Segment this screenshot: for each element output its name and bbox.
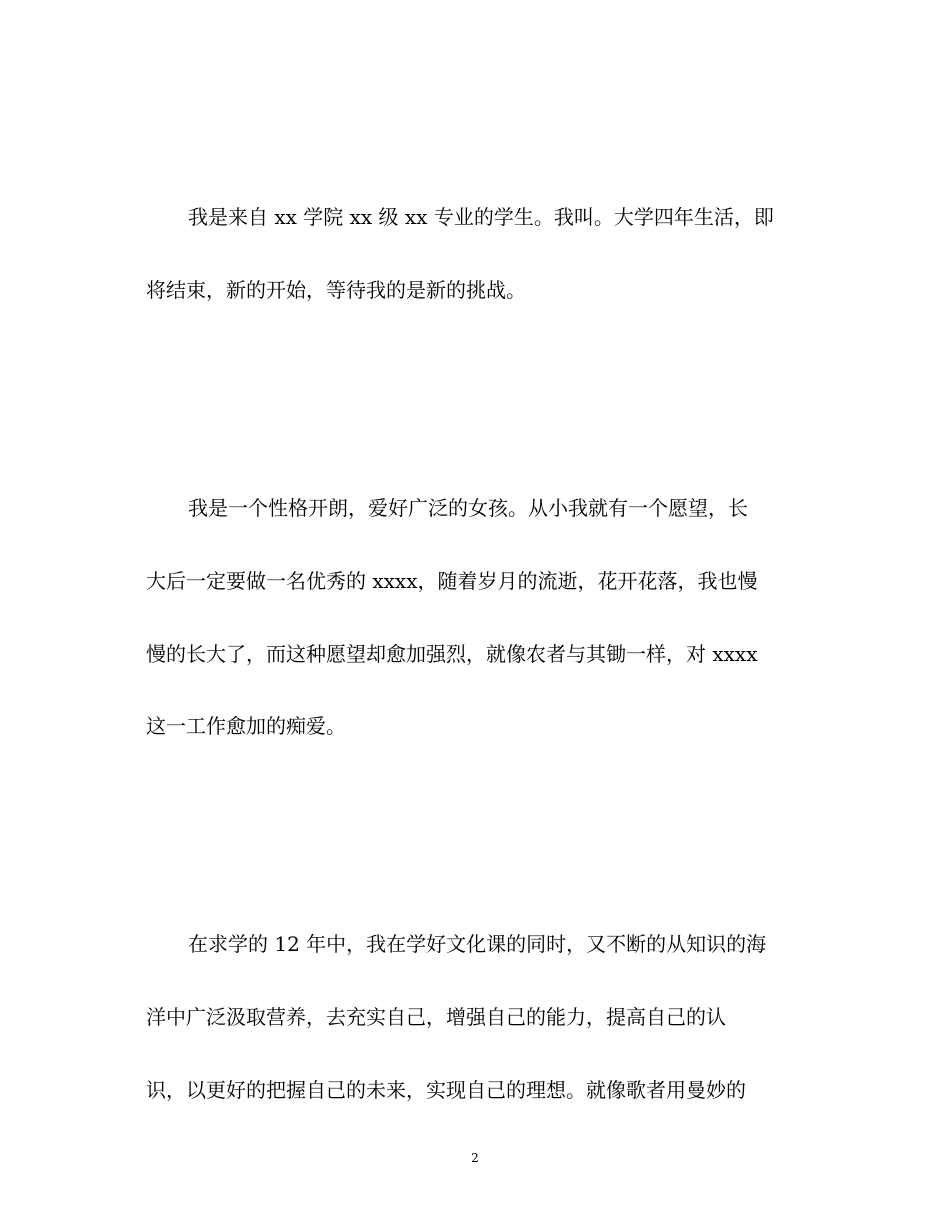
paragraph-3-line-2: 洋中广泛汲取营养，去充实自己，增强自己的能力，提高自己的认 [146,1005,726,1029]
paragraph-3-line-3: 识，以更好的把握自己的未来，实现自己的理想。就像歌者用曼妙的 [146,1078,746,1102]
paragraph-2-line-1: 我是一个性格开朗，爱好广泛的女孩。从小我就有一个愿望，长 [188,496,748,520]
paragraph-1-line-1: 我是来自 xx 学院 xx 级 xx 专业的学生。我叫。大学四年生活，即 [188,205,774,229]
paragraph-2-line-4: 这一工作愈加的痴爱。 [146,714,346,738]
paragraph-3-line-1: 在求学的 12 年中，我在学好文化课的同时，又不断的从知识的海 [188,932,767,956]
paragraph-2-line-3: 慢的长大了，而这种愿望却愈加强烈，就像农者与其锄一样，对 xxxx [146,642,758,666]
page-number: 2 [471,1151,479,1165]
paragraph-1-line-2: 将结束，新的开始，等待我的是新的挑战。 [146,278,526,302]
paragraph-2-line-2: 大后一定要做一名优秀的 xxxx，随着岁月的流逝，花开花落，我也慢 [146,569,758,593]
